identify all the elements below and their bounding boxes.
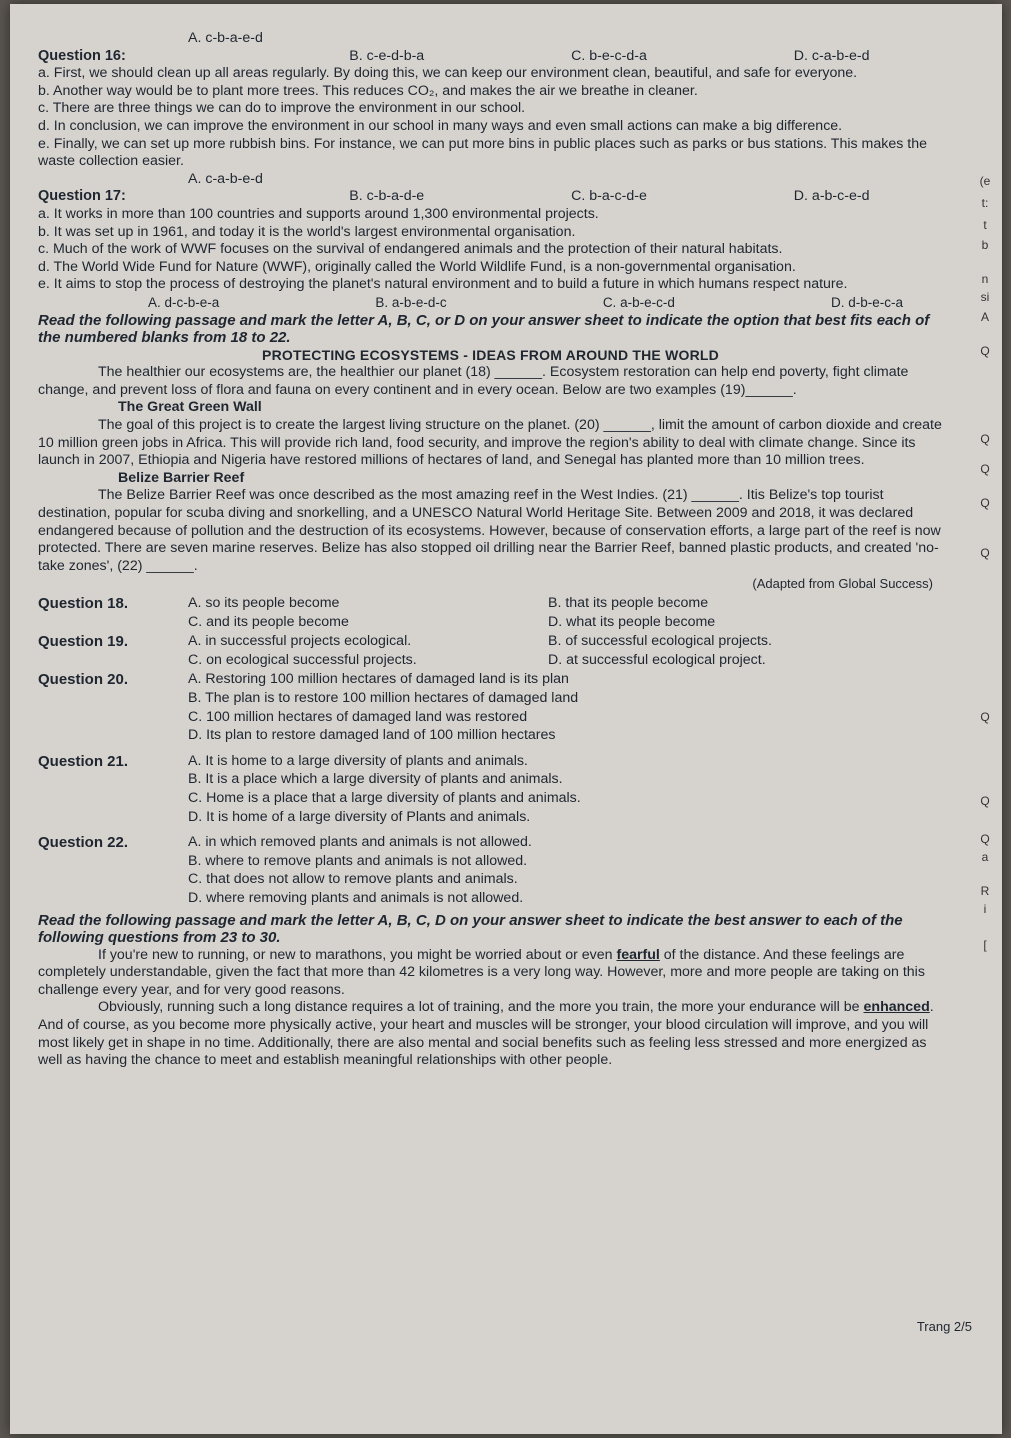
edge-letter: A (980, 310, 989, 324)
edge-letter: Q (980, 832, 990, 846)
question-22-label: Question 22. (38, 834, 129, 852)
passage2-paragraph-1 (38, 947, 943, 1000)
mcq-block (38, 595, 943, 908)
q21-option-d: D. It is home of a large diversity of Plants and animals. (188, 808, 531, 825)
passage1-block (38, 312, 943, 594)
edge-letter: n (981, 272, 989, 286)
page-number: Trang 2/5 (916, 1319, 972, 1334)
q16-block (38, 30, 943, 171)
q17-item-a: a. It works in more than 100 countries and supports around 1,300 environmental projects. (38, 205, 599, 222)
edge-letter: [ (983, 938, 987, 952)
passage1-sub1-title: The Great Green Wall (118, 399, 262, 416)
page-content (38, 30, 943, 1070)
q18-option-a: A. so its people become (188, 595, 340, 611)
edge-letter: a (981, 850, 989, 864)
edge-letter: Q (980, 794, 990, 808)
keyword-enhanced: enhanced (863, 999, 930, 1016)
edge-letter: Q (980, 432, 990, 446)
edge-letter: t: (981, 196, 989, 210)
q16-lead-answer: A. c-b-a-e-d (188, 30, 263, 46)
q22-option-d: D. where removing plants and animals is not allowed. (188, 889, 524, 906)
q17-title: Question 17: (38, 188, 126, 205)
q17-option-c: C. a-b-e-c-d (602, 294, 675, 310)
q17-block (38, 171, 943, 312)
passage1-title: PROTECTING ECOSYSTEMS - IDEAS FROM AROUND THE WORLD (262, 346, 719, 363)
keyword-fearful: fearful (616, 946, 660, 963)
q19-option-a: A. in successful projects ecological. (188, 633, 412, 650)
q17-answers-bottom (38, 294, 943, 312)
edge-letter: si (980, 290, 990, 304)
q17-item-e: e. It aims to stop the process of destroying the planet's natural environment and to build a future in which humans respect nature. (38, 276, 848, 293)
passage2-instruction: Read the following passage and mark the letter A, B, C, D on your answer sheet to indicate the best answer to each of the following questions from 23 to 30. (38, 911, 903, 947)
question-20-label: Question 20. (38, 671, 129, 689)
p1-text-a: If you're new to running, or new to marathons, you might be worried about or even (98, 946, 617, 963)
q21-option-a: A. It is home to a large diversity of plants and animals. (188, 752, 528, 769)
question-19-label: Question 19. (38, 633, 129, 651)
p1-text-b: of the distance. And these feelings are completely understandable, given the fact that more than 42 kilometres is a very long way. However, more and more people are taking on this challenge every year, and for very good reasons. (38, 946, 925, 998)
q17-item-b: b. It was set up in 1961, and today it is the world's largest environmental organisation. (38, 223, 576, 240)
passage1-instruction: Read the following passage and mark the letter A, B, C, or D on your answer sheet to indicate the option that best fits each of the numbered blanks from 18 to 22. (38, 311, 930, 347)
passage1-sub2-title: Belize Barrier Reef (118, 469, 245, 486)
q17-item-c: c. Much of the work of WWF focuses on the survival of endangered animals and the protection of their natural habitats. (38, 241, 783, 258)
q17-answer-d: D. a-b-c-e-d (793, 188, 870, 205)
p2-text-a: Obviously, running such a long distance requires a lot of training, and the more you train, the more your endurance will be (98, 999, 864, 1016)
q22-option-b: B. where to remove plants and animals is not allowed. (188, 852, 528, 869)
edge-letter: Q (980, 462, 990, 476)
q16-item-e: e. Finally, we can set up more rubbish bins. For instance, we can put more bins in public places such as parks or bus stations. This makes the waste collection easier. (38, 135, 927, 170)
edge-letter: b (981, 238, 989, 252)
q20-option-c: C. 100 million hectares of damaged land was restored (188, 708, 528, 725)
question-21-label: Question 21. (38, 752, 129, 770)
edge-letter: Q (980, 710, 990, 724)
edge-letter: i (983, 902, 987, 916)
edge-letter: Q (980, 344, 990, 358)
question-18 (38, 595, 943, 631)
passage2-block (38, 912, 943, 1070)
q21-option-c: C. Home is a place that a large diversity of plants and animals. (188, 789, 581, 806)
edge-letter: Q (980, 496, 990, 510)
q22-option-a: A. in which removed plants and animals is not allowed. (188, 834, 532, 851)
q22-option-c: C. that does not allow to remove plants and animals. (188, 871, 518, 888)
edge-letter: Q (980, 546, 990, 560)
q18-option-c: C. and its people become (188, 613, 349, 630)
question-18-label: Question 18. (38, 595, 129, 612)
q19-option-c: C. on ecological successful projects. (188, 651, 417, 668)
q17-option-d: D. d-b-e-c-a (830, 294, 903, 310)
question-19 (38, 633, 943, 669)
q17-option-b: B. a-b-e-d-c (375, 294, 447, 310)
exam-page (10, 4, 1002, 1434)
passage1-source: (Adapted from Global Success) (752, 576, 933, 592)
p2-text-b: . And of course, as you become more physically active, your heart and muscles will be stronger, your blood circulation will improve, and you will most likely get in shape in no time. Additionally, there are also mental and social benefits such as feeling less stressed and more energized as well as having the chance to meet and establish meaningful relationships with other people. (38, 999, 934, 1069)
q19-option-d: D. at successful ecological project. (548, 651, 766, 668)
q21-option-b: B. It is a place which a large diversity of plants and animals. (188, 771, 563, 788)
passage1-intro: The healthier our ecosystems are, the healthier our planet (18) ______. Ecosystem restoration can help end poverty, fight climate change, and prevent loss of flora and fauna on every continent and in every ocean. Below are two examples (19)______. (38, 364, 909, 398)
q16-item-a: a. First, we should clean up all areas regularly. By doing this, we can keep our environment clean, beautiful, and safe for everyone. (38, 65, 858, 82)
q16-answer-b: B. c-e-d-b-a (349, 47, 425, 64)
q20-option-a: A. Restoring 100 million hectares of damaged land is its plan (188, 671, 569, 688)
q16-item-c: c. There are three things we can do to improve the environment in our school. (38, 100, 526, 117)
q17-option-a: A. d-c-b-e-a (148, 294, 220, 310)
q20-option-b: B. The plan is to restore 100 million hectares of damaged land (188, 689, 579, 706)
q17-answer-c: C. b-a-c-d-e (571, 188, 647, 205)
edge-letter: t (983, 218, 987, 232)
question-21 (38, 753, 943, 826)
q16-title: Question 16: (38, 47, 126, 64)
q16-answer-c: C. b-e-c-d-a (571, 47, 647, 64)
question-22 (38, 834, 943, 907)
passage2-paragraph-2 (38, 999, 943, 1069)
passage1-sub2-text: The Belize Barrier Reef was once described as the most amazing reef in the West Indies. (21) ______. Itis Belize's top tourist destination, popular for scuba diving and snorkelling, and a UNESCO Natural World Heritage Site. Between 2009 and 2018, it was declared endangered because of pollution and the destruction of its ecosystems. However, because of conservation efforts, a large part of the reef is now protected. There are seven marine reserves. Belize has also stopped oil drilling near the Barrier Reef, banned plastic products, and created 'no-take zones', (22) ______. (38, 487, 941, 574)
question-20 (38, 671, 943, 744)
edge-letter: R (980, 884, 990, 898)
q16-item-b: b. Another way would be to plant more trees. This reduces CO₂, and makes the air we breathe in cleaner. (38, 82, 698, 99)
q20-option-d: D. Its plan to restore damaged land of 100 million hectares (188, 727, 556, 744)
passage1-sub1-text: The goal of this project is to create the largest living structure on the planet. (20) ______, limit the amount of carbon dioxide and create 10 million green jobs in Africa. This will provide rich land, food security, and improve the region's ability to deal with climate change. Since its launch in 2007, Ethiopia and Nigeria have restored millions of hectares of land, and Senegal has planted more than 10 million trees. (38, 417, 942, 469)
q18-option-d: D. what its people become (548, 613, 716, 630)
q19-option-b: B. of successful ecological projects. (548, 633, 772, 650)
q16-answer-d: D. c-a-b-e-d (793, 47, 870, 64)
q17-answer-b: B. c-b-a-d-e (349, 188, 425, 205)
q18-option-b: B. that its people become (548, 595, 709, 611)
edge-letter: (e (979, 174, 991, 188)
q16-item-d: d. In conclusion, we can improve the environment in our school in many ways and even small actions can make a big difference. (38, 117, 843, 134)
q17-item-d: d. The World Wide Fund for Nature (WWF), originally called the World Wildlife Fund, is a non-governmental organisation. (38, 258, 796, 275)
q17-lead-answer: A. c-a-b-e-d (188, 170, 263, 187)
